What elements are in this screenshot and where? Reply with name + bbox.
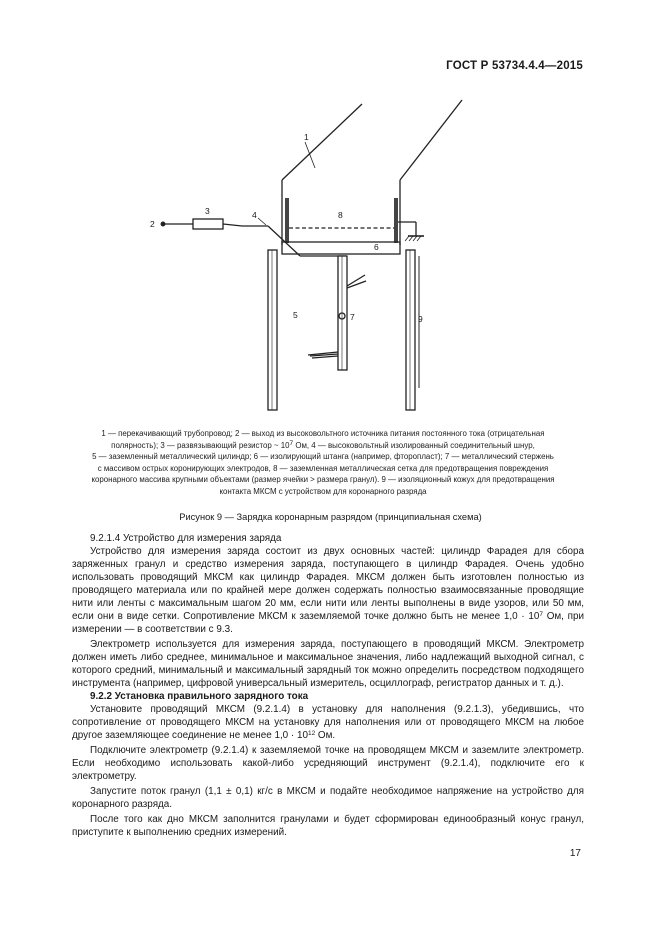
label-8: 8 [338,210,343,220]
figure-legend [58,428,588,498]
section-heading-9-2-2: 9.2.2 Установка правильного зарядного тока [90,691,309,702]
paragraph: Подключите электрометр (9.2.1.4) к заземляемой точке на проводящем МКСМ и заземлите электрометр. Если необходимо использовать какой-либо усредняющий инструмент (9.2.1.4), подключите его к электрометру. [72,745,584,782]
label-7: 7 [350,312,355,322]
legend-line: полярность); 3 — развязывающий резистор ~ $10^7$ Ом, 4 — высоковольтный изолированный соединительный шнур, [111,439,535,450]
feed-pipe-left-wall [282,104,362,180]
schematic-figure [0,0,661,425]
right-mount-plate [394,198,398,243]
paragraph: Устройство для измерения заряда состоит из двух основных частей: цилиндр Фарадея для сбора заряженных гранул и средство измерения заряда, поступающего в цилиндр Фарадея. Очень удобно использовать проводящий МКСМ как цилиндр Фарадея. МКСМ должен быть изготовлен полностью из проводящего материала или по крайней мере должен содержать полностью взаимосвязанные проводящие нити или ленты с максимальным шагом 20 мм, если нити или ленты выполнены в виде узоров, или 50 мм, если они в виде сетки. Сопротивление МКСМ к заземляемой точке должно быть не менее $1,0 \cdot 10^7$ Ом, при измерении — в соответствии с 9.3. [72,546,584,635]
label-9: 9 [418,314,423,324]
body-text [72,532,584,839]
legend-line: с массивом острых коронирующих электродов, 8 — заземленная металлическая сетка для предотвращения повреждения [97,463,549,473]
label-5: 5 [293,310,298,320]
grounded-cylinder-right-wall [406,250,415,410]
label-3: 3 [205,206,210,216]
left-mount-plate [285,198,289,243]
document-code: ГОСТ Р 53734.4.4—2015 [446,60,583,72]
paragraph: Запустите поток гранул (1,1 ± 0,1) кг/с в МКСМ и подайте необходимое напряжение на устройство для коронарного разряда. [72,786,584,810]
grounded-cylinder-left-wall [268,250,277,410]
paragraph: Электрометр используется для измерения заряда, поступающего в проводящий МКСМ. Электрометр должен иметь либо среднее, минимальное и максимальное значения, либо надлежащий выходной сигнал, с которого средний, минимальный и максимальный зарядный ток можно определить посредством подходящего инструмента (например, цифровой универсальный измеритель, осциллограф, регистратор данных и т. д.). [72,639,584,689]
label-4: 4 [252,210,257,220]
paragraph: После того как дно МКСМ заполнится гранулами и будет сформирован единообразный конус гранул, приступите к выполнению средних измерений. [72,814,584,838]
label-1: 1 [304,132,309,142]
section-heading-9-2-1-4: 9.2.1.4 Устройство для измерения заряда [90,533,282,544]
decoupling-resistor [193,219,223,229]
label-6: 6 [374,242,379,252]
legend-line: 1 — перекачивающий трубопровод; 2 — выход из высоковольтного источника питания постоянного тока (отрицательная [101,429,545,438]
label-2: 2 [150,219,155,229]
feed-pipe-right-wall [400,100,462,180]
page-number: 17 [569,848,581,859]
legend-line: контакта МКСМ с устройством для коронарного разряда [219,486,427,496]
legend-line: коронарного массива крупными объектами (размер ячейки > размера гранул). 9 — изоляционный кожух для предотвращения [91,475,555,485]
insulating-rod [282,242,400,254]
legend-line: 5 — заземленный металлический цилиндр; 6 — изолирующий штанга (например, фторопласт); 7 — металлический стержень [92,452,554,462]
paragraph: Установите проводящий МКСМ (9.2.1.4) в установку для наполнения (9.2.1.3), убедившись, что сопротивление от проводящего МКСМ на установку для наполнения или от проводящего МКСМ на любое другое заземляющее соединение не менее $1,0 \cdot 10^{12}$ Ом. [72,704,584,741]
figure-caption: Рисунок 9 — Зарядка коронарным разрядом (принципиальная схема) [179,512,482,522]
